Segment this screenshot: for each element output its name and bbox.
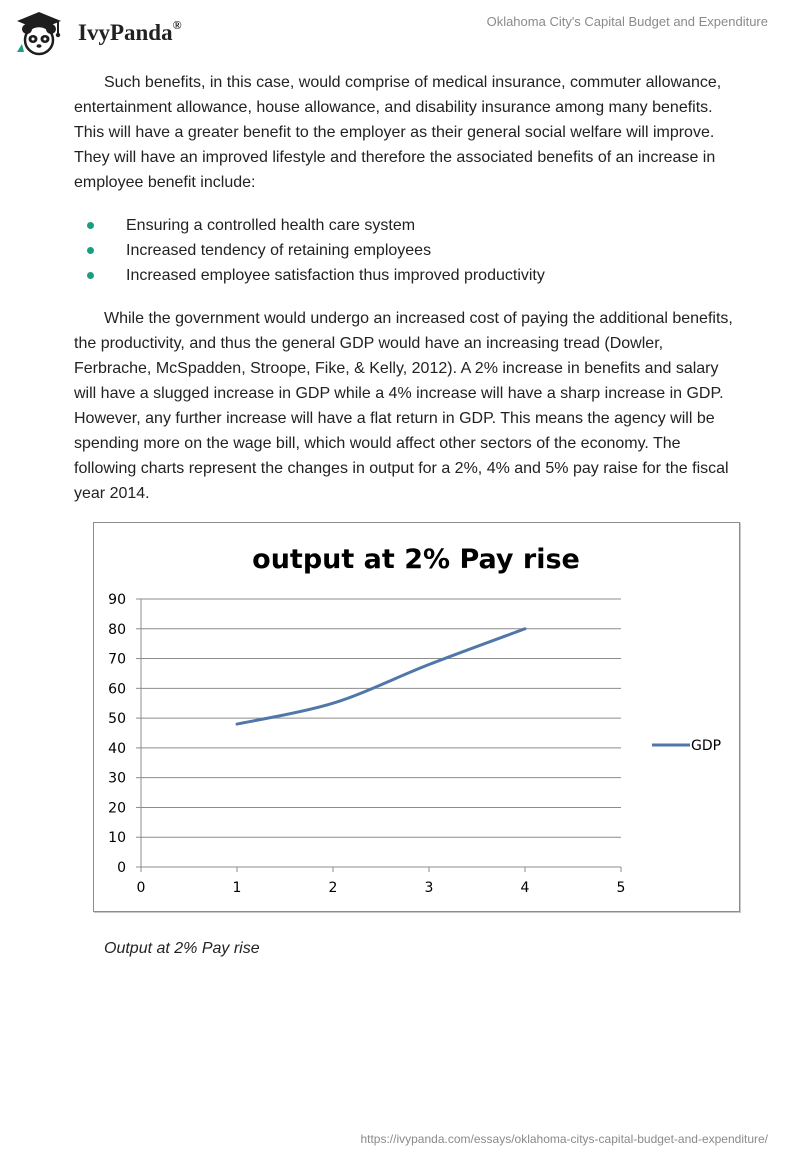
chart-svg (94, 523, 739, 911)
y-tick-label: 40 (108, 740, 126, 757)
bullet-dot-icon (87, 222, 94, 229)
y-tick-label: 80 (108, 621, 126, 638)
ivypanda-logo[interactable] (14, 10, 254, 56)
y-tick-label: 90 (108, 592, 126, 608)
legend-label: GDP (691, 738, 722, 754)
source-url[interactable]: https://ivypanda.com/essays/oklahoma-citys-capital-budget-and-expenditure/ (360, 1132, 768, 1146)
bullet-dot-icon (87, 272, 94, 279)
list-item-text: Increased tendency of retaining employees (126, 242, 432, 259)
y-tick-label: 20 (108, 800, 126, 817)
x-tick-label: 1 (232, 880, 242, 896)
x-tick-label: 5 (616, 880, 626, 896)
x-tick-label: 4 (520, 880, 530, 896)
y-tick-label: 60 (108, 681, 126, 698)
brand-name: IvyPanda® (78, 18, 182, 45)
bullet-dot-icon (87, 247, 94, 254)
page-header (0, 0, 800, 66)
gdp-chart (93, 522, 740, 912)
chart-title: output at 2% Pay rise (252, 544, 580, 575)
list-item-text: Increased employee satisfaction thus improved productivity (126, 267, 545, 284)
x-tick-label: 0 (136, 880, 146, 896)
essay-body (74, 70, 734, 506)
panda-graduate-icon (14, 10, 64, 56)
benefits-list (74, 213, 734, 288)
paragraph-gdp: While the government would undergo an increased cost of paying the additional benefits, the productivity, and thus the general GDP would have an increasing tread (Dowler, Ferbrache, McSpadden, Stroope, Fike, & Kelly, 2012). A 2% increase in benefits and salary will have a slugged increase in GDP while a 4% increase will have a sharp increase in GDP. However, any further increase will have a flat return in GDP. This means the agency will be spending more on the wage bill, which would affect other sectors of the economy. The following charts represent the changes in output for a 2%, 4% and 5% pay raise for the fiscal year 2014. (74, 310, 733, 502)
y-tick-label: 50 (108, 711, 126, 728)
list-item (74, 238, 734, 263)
series-line-gdp (237, 629, 525, 724)
x-tick-label: 2 (328, 880, 338, 896)
list-item (74, 213, 734, 238)
x-tick-label: 3 (424, 880, 434, 896)
list-item-text: Ensuring a controlled health care system (126, 217, 416, 234)
chart-caption: Output at 2% Pay rise (104, 940, 260, 957)
y-tick-label: 70 (108, 651, 126, 668)
y-tick-label: 0 (117, 860, 126, 876)
list-item (74, 263, 734, 288)
y-tick-label: 10 (108, 830, 126, 847)
running-title: Oklahoma City's Capital Budget and Expenditure (486, 14, 768, 29)
y-tick-label: 30 (108, 770, 126, 787)
paragraph-benefits: Such benefits, in this case, would comprise of medical insurance, commuter allowance, entertainment allowance, house allowance, and disability insurance among many benefits. This will have a greater benefit to the employer as their general social welfare will improve. They will have an improved lifestyle and therefore the associated benefits of an increase in employee benefit include: (74, 74, 722, 191)
